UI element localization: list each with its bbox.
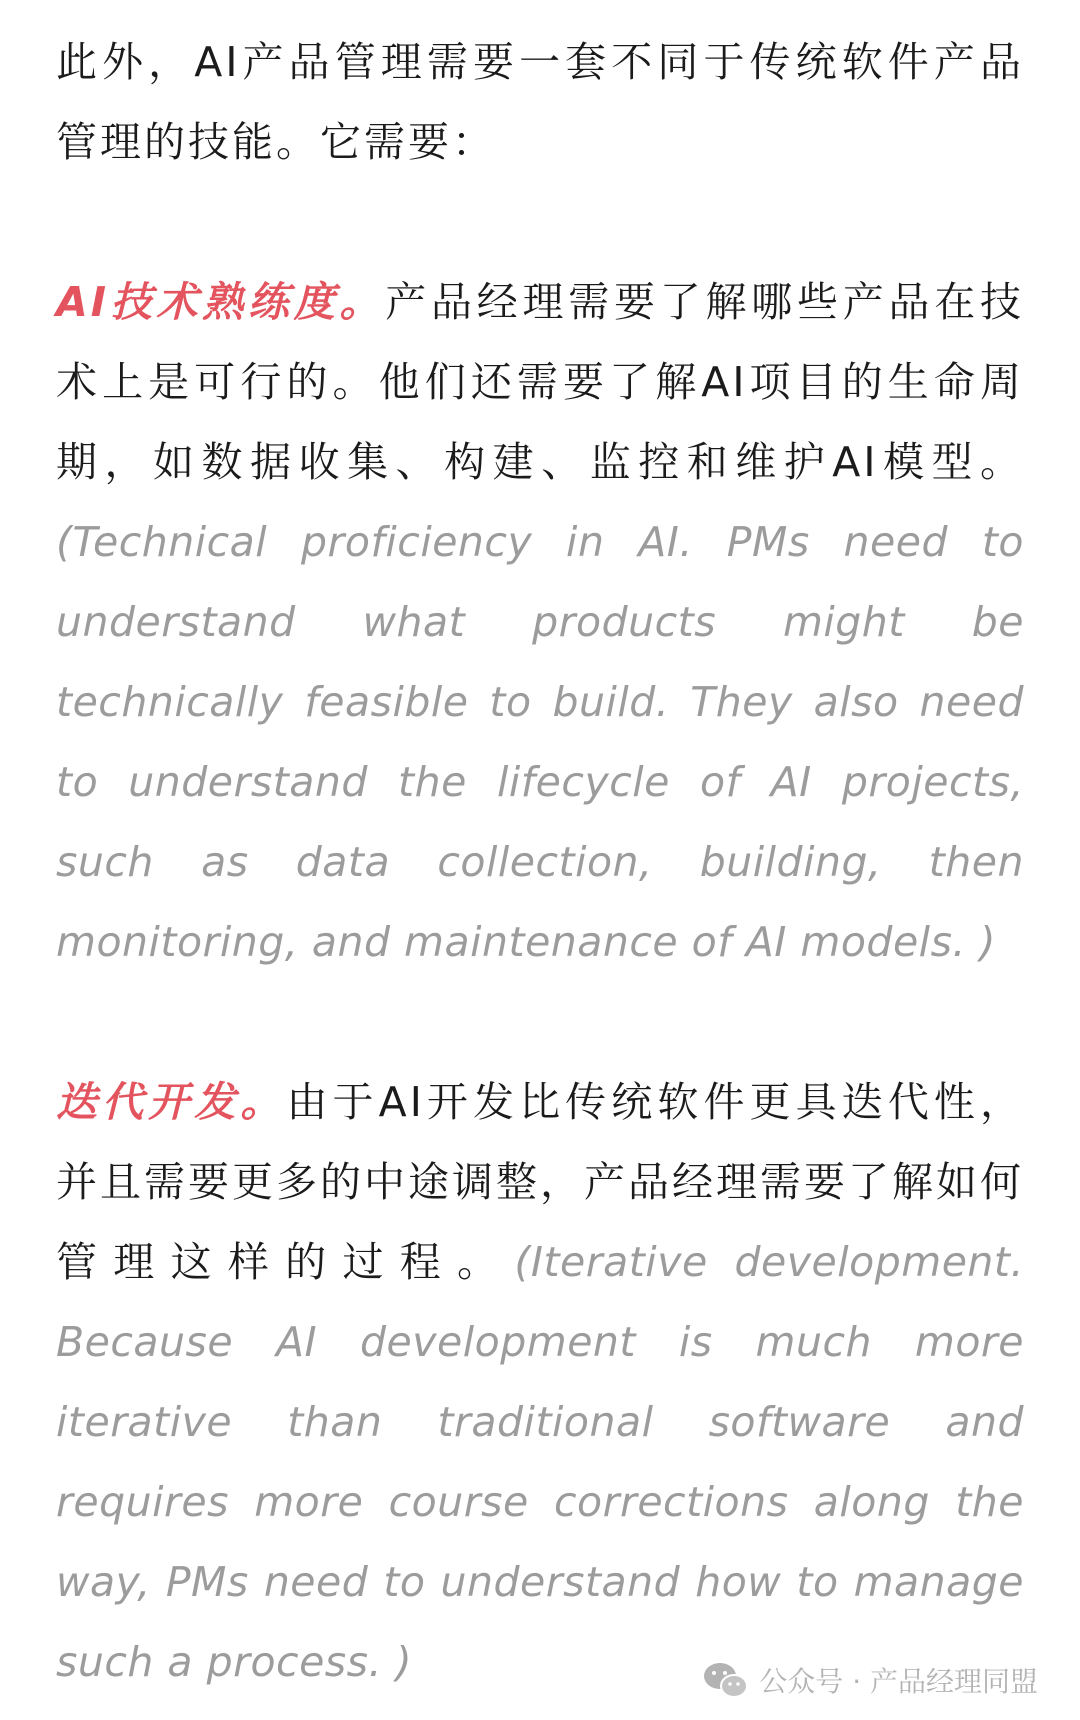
- paragraph-spacer: [56, 182, 1024, 262]
- watermark-text: 公众号 · 产品经理同盟: [759, 1665, 1038, 1698]
- section-heading: 迭代开发。: [56, 1078, 287, 1126]
- section-iterative-development: [56, 1062, 1024, 1702]
- intro-paragraph: 此外，AI产品管理需要一套不同于传统软件产品管理的技能。它需要：: [56, 38, 1024, 166]
- section-technical-proficiency: [56, 262, 1024, 982]
- account-watermark: [697, 1656, 1044, 1704]
- wechat-icon: [703, 1661, 749, 1699]
- section-heading: AI技术熟练度。: [56, 278, 386, 326]
- section-body: 产品经理需要了解哪些产品在技术上是可行的。他们还需要了解AI项目的生命周期，如数据收集、构建、监控和维护AI模型。: [56, 278, 1024, 486]
- section-body: 由于AI开发比传统软件更具迭代性，并且需要更多的中途调整，产品经理需要了解如何管理这样的过程。: [56, 1078, 1025, 1286]
- section-english-translation: (Technical proficiency in AI. PMs need to understand what products might be technically feasible to build. They also need to understand the lifecycle of AI projects, such as data collection, building, then monitoring, and maintenance of AI models. ): [56, 518, 1024, 966]
- paragraph-spacer: [56, 982, 1024, 1062]
- section-english-translation: (Iterative development. Because AI development is much more iterative than traditional software and requires more course corrections along the way, PMs need to understand how to manage such a process. ): [56, 1238, 1025, 1686]
- article: [56, 22, 1024, 1702]
